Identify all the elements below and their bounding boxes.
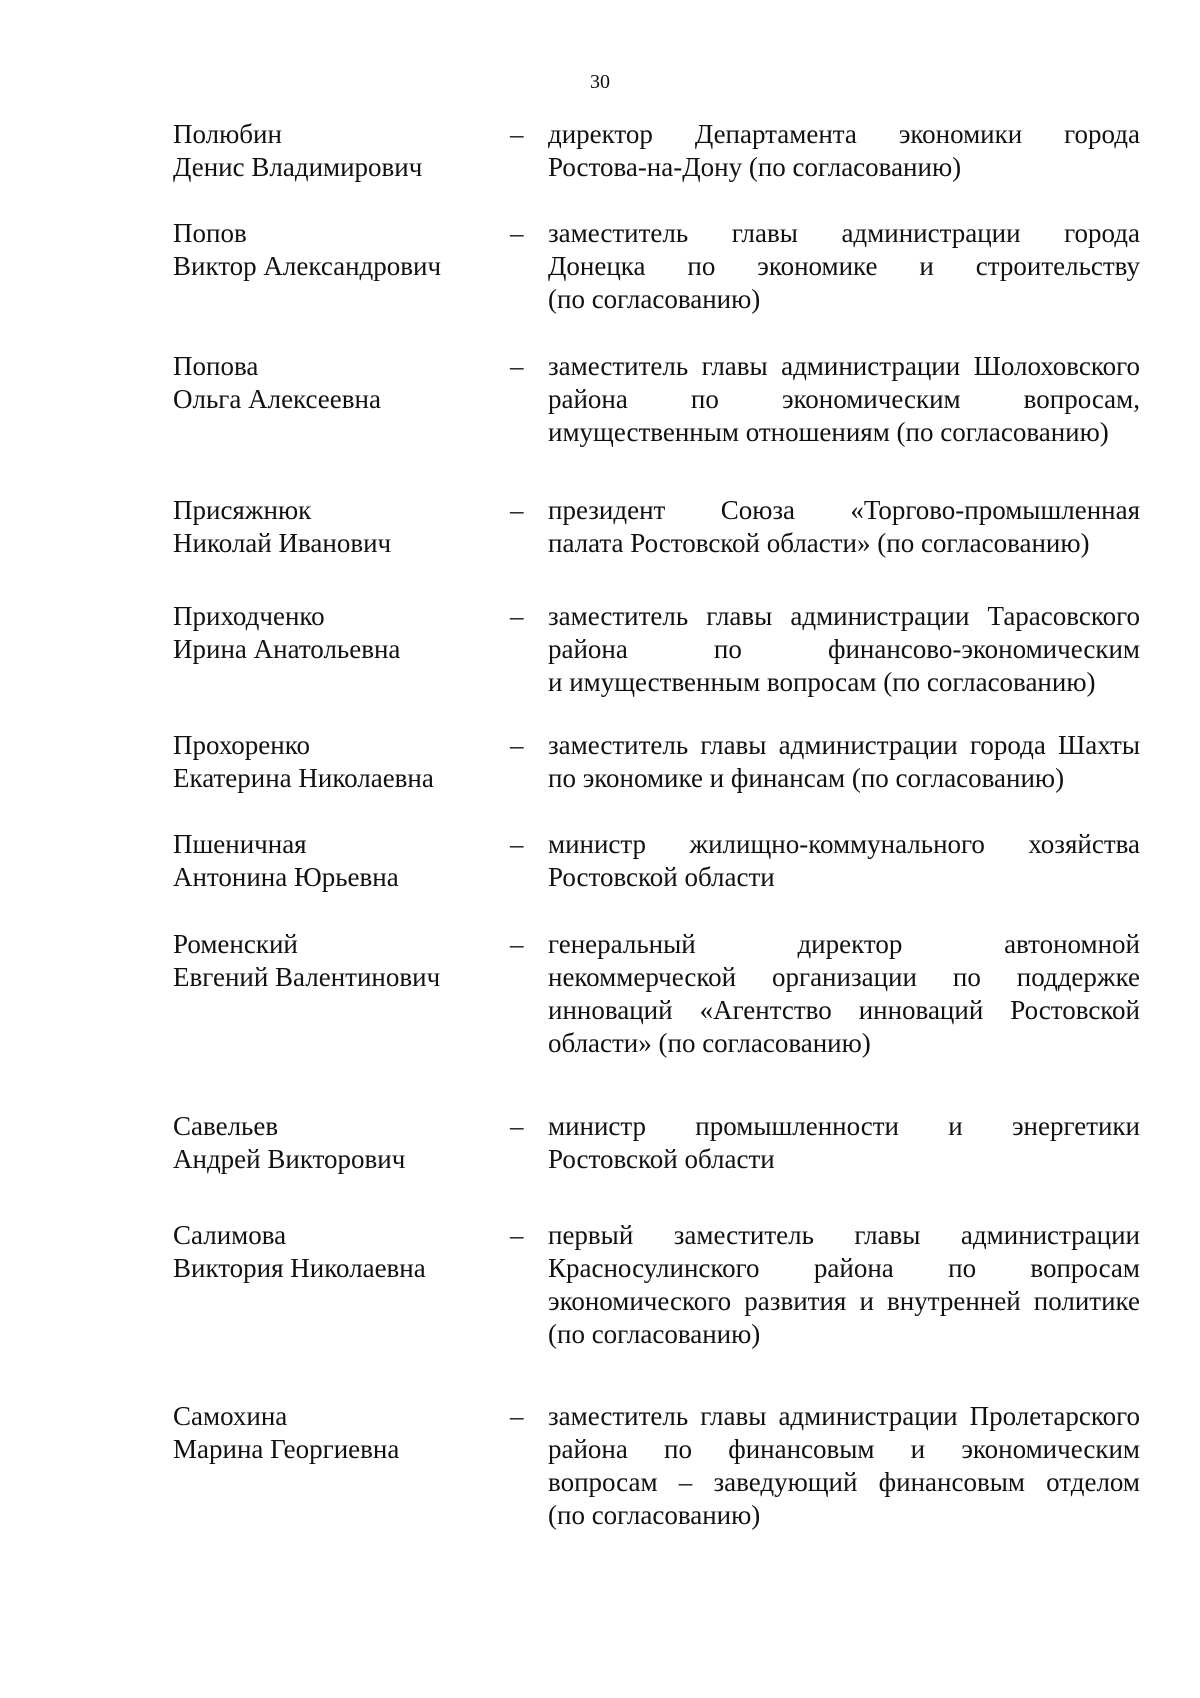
member-surname: Прохоренко	[173, 730, 310, 760]
position-line: первый заместитель главы администрации	[548, 1220, 1140, 1250]
member-position	[548, 1110, 1140, 1176]
member-name	[173, 118, 503, 184]
separator-dash: –	[510, 218, 524, 248]
member-surname: Попова	[173, 351, 259, 381]
member-name	[173, 1219, 503, 1285]
member-surname: Пшеничная	[173, 829, 307, 859]
position-line: заместитель главы администрации Тарасовского	[548, 601, 1140, 631]
separator-dash: –	[510, 730, 524, 760]
member-given-names: Андрей Викторович	[173, 1144, 406, 1174]
separator-dash: –	[510, 1220, 524, 1250]
position-line: министр жилищно-коммунального хозяйства	[548, 829, 1140, 859]
member-surname: Приходченко	[173, 601, 325, 631]
position-line: Ростовской области	[548, 862, 775, 892]
position-line: некоммерческой организации по поддержке	[548, 962, 1140, 992]
member-given-names: Виктория Николаевна	[173, 1253, 426, 1283]
member-surname: Присяжнюк	[173, 495, 312, 525]
member-name	[173, 1400, 503, 1466]
position-line: (по согласованию)	[548, 284, 761, 314]
separator-dash: –	[510, 829, 524, 859]
member-name	[173, 494, 503, 560]
position-line: (по согласованию)	[548, 1500, 761, 1530]
member-position	[548, 600, 1140, 699]
separator-dash: –	[510, 495, 524, 525]
member-name	[173, 828, 503, 894]
member-surname: Савельев	[173, 1111, 279, 1141]
position-line: Красносулинского района по вопросам	[548, 1253, 1140, 1283]
position-line: вопросам – заведующий финансовым отделом	[548, 1467, 1140, 1497]
separator-dash: –	[510, 119, 524, 149]
position-line: и имущественным вопросам (по согласованию)	[548, 667, 1096, 697]
member-given-names: Ольга Алексеевна	[173, 384, 381, 414]
member-name	[173, 600, 503, 666]
member-position	[548, 828, 1140, 894]
position-line: палата Ростовской области» (по согласованию)	[548, 528, 1090, 558]
member-surname: Роменский	[173, 929, 298, 959]
member-position	[548, 494, 1140, 560]
member-given-names: Евгений Валентинович	[173, 962, 441, 992]
member-position	[548, 350, 1140, 449]
position-line: района по финансово-экономическим	[548, 634, 1140, 664]
member-given-names: Денис Владимирович	[173, 152, 423, 182]
member-position	[548, 729, 1140, 795]
member-given-names: Марина Георгиевна	[173, 1434, 400, 1464]
member-position	[548, 118, 1140, 184]
member-given-names: Антонина Юрьевна	[173, 862, 399, 892]
position-line: Донецка по экономике и строительству	[548, 251, 1140, 281]
member-surname: Попов	[173, 218, 247, 248]
position-line: (по согласованию)	[548, 1319, 761, 1349]
page-number: 30	[590, 71, 610, 93]
member-given-names: Ирина Анатольевна	[173, 634, 401, 664]
separator-dash: –	[510, 929, 524, 959]
member-surname: Самохина	[173, 1401, 288, 1431]
position-line: области» (по согласованию)	[548, 1028, 871, 1058]
position-line: имущественным отношениям (по согласованию)	[548, 417, 1109, 447]
position-line: района по экономическим вопросам,	[548, 384, 1140, 414]
member-given-names: Николай Иванович	[173, 528, 392, 558]
position-line: заместитель главы администрации города	[548, 218, 1140, 248]
member-position	[548, 1219, 1140, 1351]
position-line: заместитель главы администрации города Шахты	[548, 730, 1140, 760]
position-line: Ростовской области	[548, 1144, 775, 1174]
member-name	[173, 217, 503, 283]
position-line: заместитель главы администрации Шолоховского	[548, 351, 1140, 381]
member-surname: Полюбин	[173, 119, 282, 149]
position-line: министр промышленности и энергетики	[548, 1111, 1140, 1141]
separator-dash: –	[510, 601, 524, 631]
position-line: района по финансовым и экономическим	[548, 1434, 1140, 1464]
position-line: заместитель главы администрации Пролетарского	[548, 1401, 1140, 1431]
separator-dash: –	[510, 1111, 524, 1141]
position-line: Ростова-на-Дону (по согласованию)	[548, 152, 962, 182]
position-line: директор Департамента экономики города	[548, 119, 1140, 149]
member-position	[548, 217, 1140, 316]
member-given-names: Виктор Александрович	[173, 251, 442, 281]
member-name	[173, 729, 503, 795]
position-line: президент Союза «Торгово-промышленная	[548, 495, 1140, 525]
position-line: генеральный директор автономной	[548, 929, 1140, 959]
member-name	[173, 928, 503, 994]
position-line: инноваций «Агентство инноваций Ростовской	[548, 995, 1140, 1025]
member-position	[548, 1400, 1140, 1532]
member-name	[173, 350, 503, 416]
separator-dash: –	[510, 351, 524, 381]
position-line: по экономике и финансам (по согласованию)	[548, 763, 1065, 793]
member-name	[173, 1110, 503, 1176]
member-position	[548, 928, 1140, 1060]
member-surname: Салимова	[173, 1220, 287, 1250]
member-given-names: Екатерина Николаевна	[173, 763, 434, 793]
position-line: экономического развития и внутренней политике	[548, 1286, 1140, 1316]
separator-dash: –	[510, 1401, 524, 1431]
